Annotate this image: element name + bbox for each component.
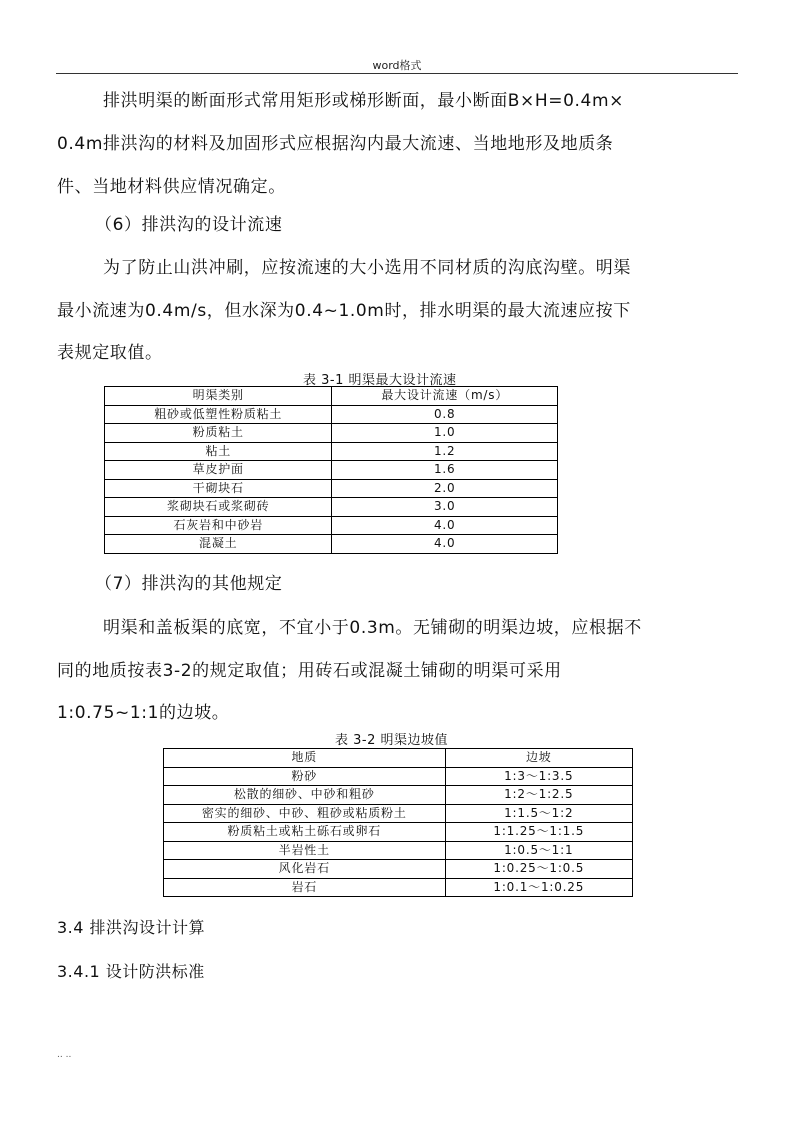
row-value-cell: 1:0.1～1:0.25 [445,878,632,897]
row-label-cell: 粉砂 [164,767,446,786]
section-title-6: （6）排洪沟的设计流速 [95,215,283,235]
row-value-cell: 1:0.5～1:1 [445,841,632,860]
table-row [105,442,558,461]
row-label-cell: 岩石 [164,878,446,897]
table-row [164,767,633,786]
paragraph-line: 表规定取值。 [57,343,163,363]
paragraph-line: 0.4m排洪沟的材料及加固形式应根据沟内最大流速、当地地形及地质条 [57,134,614,154]
row-label-cell: 风化岩石 [164,860,446,879]
table-header-row [105,387,558,406]
row-label-cell: 草皮护面 [105,461,332,480]
paragraph-line: 最小流速为0.4m/s，但水深为0.4~1.0m时，排水明渠的最大流速应按下 [57,301,631,321]
row-label-cell: 半岩性土 [164,841,446,860]
row-label-cell: 混凝土 [105,535,332,554]
row-value-cell: 1:0.25～1:0.5 [445,860,632,879]
paragraph-line: 1:0.75~1:1的边坡。 [57,703,230,723]
heading-3-4-1: 3.4.1 设计防洪标准 [57,962,205,981]
table-row [105,405,558,424]
row-value-cell: 1:1.5～1:2 [445,804,632,823]
heading-3-4: 3.4 排洪沟设计计算 [57,918,206,937]
table-row [164,841,633,860]
table-row [164,786,633,805]
header-cell: 地质 [164,749,446,768]
paragraph-line: 为了防止山洪冲刷，应按流速的大小选用不同材质的沟底沟壁。明渠 [103,258,631,278]
paragraph-line: 排洪明渠的断面形式常用矩形或梯形断面，最小断面B×H=0.4m× [103,91,624,111]
row-label-cell: 松散的细砂、中砂和粗砂 [164,786,446,805]
table-row [164,823,633,842]
row-value-cell: 1.0 [332,424,558,443]
row-label-cell: 密实的细砂、中砂、粗砂或粘质粉土 [164,804,446,823]
header-cell: 边坡 [445,749,632,768]
row-value-cell: 4.0 [332,535,558,554]
paragraph-line: 同的地质按表3-2的规定取值；用砖石或混凝土铺砌的明渠可采用 [57,661,562,681]
row-label-cell: 粉质粘土 [105,424,332,443]
row-label-cell: 粘土 [105,442,332,461]
header-cell: 最大设计流速（m/s） [332,387,558,406]
row-label-cell: 石灰岩和中砂岩 [105,516,332,535]
table-1-caption: 表 3-1 明渠最大设计流速 [303,373,457,388]
row-value-cell: 3.0 [332,498,558,517]
row-value-cell: 2.0 [332,479,558,498]
row-value-cell: 1.6 [332,461,558,480]
header-cell: 明渠类别 [105,387,332,406]
paragraph-line: 明渠和盖板渠的底宽，不宜小于0.3m。无铺砌的明渠边坡，应根据不 [103,618,642,638]
row-label-cell: 粉质粘土或粘土砾石或卵石 [164,823,446,842]
table-row [105,461,558,480]
section-title-7: （7）排洪沟的其他规定 [95,574,283,594]
table-row [105,424,558,443]
row-label-cell: 干砌块石 [105,479,332,498]
row-value-cell: 1:1.25～1:1.5 [445,823,632,842]
row-value-cell: 1:2～1:2.5 [445,786,632,805]
table-row [105,479,558,498]
table-header-row [164,749,633,768]
table-2-slope-values [163,748,633,897]
row-value-cell: 4.0 [332,516,558,535]
page-header: word格式 [372,59,422,72]
table-2-caption: 表 3-2 明渠边坡值 [335,733,448,748]
table-row [105,535,558,554]
row-value-cell: 1.2 [332,442,558,461]
table-row [164,878,633,897]
paragraph-line: 件、当地材料供应情况确定。 [57,177,286,197]
header-rule [56,73,738,74]
footer-marks: .. .. [57,1050,72,1060]
row-label-cell: 浆砌块石或浆砌砖 [105,498,332,517]
table-row [105,516,558,535]
table-row [105,498,558,517]
table-1-max-velocity [104,386,558,554]
row-value-cell: 1:3～1:3.5 [445,767,632,786]
table-row [164,804,633,823]
row-value-cell: 0.8 [332,405,558,424]
table-row [164,860,633,879]
row-label-cell: 粗砂或低塑性粉质粘土 [105,405,332,424]
